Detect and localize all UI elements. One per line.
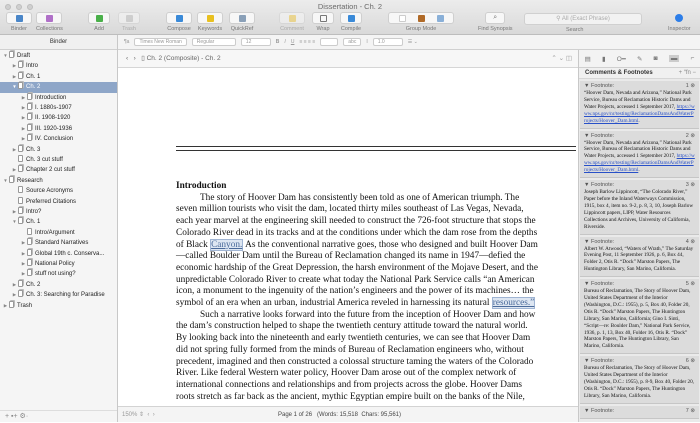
binder-item-label: Ch. 2 (26, 84, 41, 91)
document-icon (18, 280, 23, 287)
binder-icon (6, 12, 32, 24)
quickref-button[interactable]: QuickRef (229, 12, 255, 32)
wrap-icon (312, 12, 334, 24)
binder-item[interactable] (0, 124, 117, 134)
binder-item[interactable] (0, 145, 117, 155)
find-synopsis-button[interactable]: ⌕ Find Synopsis (478, 14, 513, 32)
text-line: international connections and relationships and from projects across the globe. Hoover Dams (176, 379, 522, 390)
forward-icon[interactable]: › (133, 55, 136, 62)
binder-item-label: Source Acronyms (26, 188, 74, 195)
binder-item[interactable] (0, 61, 117, 71)
footnote-number: 1 ⊗ (685, 83, 695, 89)
document-icon (27, 259, 32, 266)
footnote-card[interactable] (580, 406, 699, 419)
footnote-number: 7 ⊗ (685, 407, 695, 414)
list-menu[interactable]: ☰ ⌄ (407, 39, 418, 45)
text-line: Such a narrative looks forward into the future from the inception of Hoover Dam and how (200, 309, 536, 320)
disclosure-triangle-icon[interactable]: ▶ (21, 250, 26, 256)
wrap-button[interactable]: Wrap (312, 12, 334, 32)
underline-button[interactable]: U (290, 39, 295, 45)
binder-item[interactable] (0, 301, 117, 311)
binder-item[interactable] (0, 259, 117, 269)
binder-item-label: Ch. 3: Searching for Paradise (26, 292, 105, 299)
footnote-number: 3 ⊗ (685, 182, 695, 189)
add-icon (88, 12, 110, 24)
line-spacing-icon: I (366, 39, 368, 45)
binder-item-label: Ch. 1 (26, 219, 41, 226)
document-icon (18, 165, 23, 172)
document-icon (27, 103, 32, 110)
disclosure-triangle-icon[interactable]: ▶ (21, 115, 26, 121)
disclosure-triangle-icon[interactable]: ▶ (21, 125, 26, 131)
disclosure-triangle-icon[interactable]: ▶ (21, 105, 26, 110)
page-count: Page 1 of 26 (Words: 15,518 Chars: 95,561) (278, 412, 402, 418)
text-line: the dam’s construction helped to shape the twentieth century attitude toward the natural world. (176, 321, 528, 332)
document-icon (18, 82, 23, 89)
binder-item[interactable] (0, 155, 117, 165)
text-line: The story of Hoover Dam has consistently been told as one of American triumph. The (200, 192, 520, 203)
binder-item-label: Trash (17, 302, 33, 309)
search-input[interactable]: ⚲ All (Exact Phrase) (524, 13, 642, 25)
search-icon: ⚲ (556, 16, 562, 22)
text-line: By looking back into the nineteenth and early twentieth centuries, we can see that Hoover Dam (176, 333, 531, 344)
binder-button[interactable]: Binder (6, 12, 32, 32)
footnote-link[interactable]: https://www.nps.gov/nr/testing/ReclamationDamsAndWaterProjects/Hoover_Dam.html (584, 103, 695, 124)
binder-item-label: Ch. 3 cut stuff (26, 157, 63, 163)
disclosure-triangle-icon[interactable]: ▶ (12, 209, 17, 214)
footnote-text[interactable]: Albert W. Atwood, “Waters of Wrath,” The Saturday Evening Post, 11 September 1926, p. 6, Box 44, Folder 2, Otis R. “Dock” Marston Papers, The Huntington Library, San Marino, California. (584, 245, 694, 273)
document-icon: ▯ (141, 55, 145, 62)
disclosure-triangle-icon[interactable]: ▼ (3, 53, 8, 58)
document-icon (18, 290, 23, 297)
footnote-card[interactable] (580, 81, 699, 129)
binder-item-label: Ch. 1 (26, 73, 41, 80)
binder-item[interactable] (0, 207, 117, 217)
add-button[interactable]: Add (88, 12, 110, 32)
footnote-number: 6 ⊗ (685, 358, 695, 365)
footnote-number: 2 ⊗ (685, 132, 695, 139)
binder-item-label: stuff not using? (35, 271, 76, 278)
binder-item-label: Ch. 3 (26, 146, 41, 153)
text-line: roots stretch as far back as the ancient, mythic Egyptian empire built on the banks of the Nile, (176, 391, 525, 402)
binder-item[interactable] (0, 82, 117, 92)
footnote-label[interactable]: ▼ Footnote: (584, 358, 615, 365)
paragraph-style-menu[interactable]: ¶a (124, 39, 130, 45)
text-line: seven million tourists who visit the dam, located thirty miles southeast of Las Vegas, Nevada, (176, 204, 524, 215)
keywords-icon (197, 12, 223, 24)
disclosure-triangle-icon[interactable]: ▶ (12, 73, 17, 79)
binder-item[interactable] (0, 165, 117, 175)
text-line: —called Boulder Dam until the Bureau of Reclamation changed its name in 1947—defied the (176, 251, 526, 262)
snapshot-icon: ◙ (653, 55, 658, 62)
disclosure-triangle-icon[interactable]: ▶ (21, 240, 26, 246)
remove-icon: ⊗ (690, 407, 695, 414)
remove-icon: ⊗ (690, 358, 695, 365)
lock-icon: ⌐ (690, 55, 695, 62)
document-icon (27, 269, 32, 276)
binder-item[interactable] (0, 103, 117, 113)
remove-icon: ⊗ (690, 132, 695, 139)
binder-item[interactable] (0, 280, 117, 290)
document-icon (27, 249, 32, 256)
footnote-card[interactable] (580, 279, 699, 354)
text-line: Colorado River dead in its tracks and at the conditions under which the dam rose from the depths (176, 227, 538, 238)
footnote-text[interactable]: “Hoover Dam, Nevada and Arizona,” National Park Service, Bureau of Reclamation Historic Dams and Water Projects, accessed 1 September 2017, https://www.nps.gov/nr/testing/ReclamationDamsAndWaterProjects/Hoover_Dam.html. (584, 139, 695, 174)
compile-button[interactable]: Compile (340, 12, 362, 32)
search-label: Search (566, 27, 584, 33)
document-icon (18, 207, 23, 214)
binder-item-label: Global 19th c. Conserva... (35, 250, 105, 257)
binder-item-label: Preferred Citations (26, 198, 77, 205)
text-line: River. Like federal Western water policy, Hoover Dam arose out of the complex network of (176, 368, 517, 379)
document-title: Ch. 2 (Composite) - Ch. 2 (146, 55, 221, 62)
pen-icon: ✎ (636, 55, 643, 63)
disclosure-triangle-icon[interactable]: ▶ (21, 271, 26, 277)
binder-item[interactable] (0, 72, 117, 82)
binder-item-label: Intro/Argument (35, 229, 75, 236)
footnote-label[interactable]: ▼ Footnote: (584, 83, 615, 89)
binder-item[interactable] (0, 186, 117, 196)
binder-item[interactable] (0, 134, 117, 144)
document-icon (9, 301, 14, 308)
text-color-select[interactable] (320, 38, 338, 46)
text-line: each year marvel at the engineering skill needed to construct the 726-foot structure that stops the (176, 216, 536, 227)
binder-item-label: III. 1920-1936 (35, 125, 73, 132)
disclosure-triangle-icon[interactable]: ▼ (12, 84, 17, 90)
zoom-select[interactable]: 150% ⇕ ‹ › (122, 412, 155, 418)
binder-item-label: National Policy (35, 261, 75, 267)
font-family-select[interactable]: Times New Roman (134, 38, 186, 46)
binder-item[interactable] (0, 51, 117, 61)
document-icon (18, 155, 23, 162)
footnote-card[interactable] (580, 237, 699, 278)
trash-icon (118, 12, 140, 24)
binder-item-label: II. 1908-1920 (35, 115, 71, 122)
footnote-list (579, 81, 700, 419)
footnote-label[interactable]: ▼ Footnote: (584, 182, 615, 189)
disclosure-triangle-icon[interactable]: ▶ (21, 94, 26, 100)
trash-button[interactable]: Trash (118, 12, 140, 32)
binder-sidebar (0, 35, 118, 422)
font-size-field[interactable]: 12 (241, 38, 271, 46)
page-rule (176, 150, 576, 151)
group-mode-control[interactable]: Group Mode (388, 12, 454, 32)
document-icon (27, 93, 32, 100)
font-weight-select[interactable]: Regular (192, 38, 236, 46)
collections-button[interactable]: Collections (36, 12, 63, 32)
document-icon (27, 113, 32, 120)
disclosure-triangle-icon[interactable]: ▶ (12, 281, 17, 287)
document-icon (18, 217, 23, 224)
document-icon (18, 61, 23, 68)
page-rule (176, 146, 576, 147)
binder-footer-actions[interactable]: + ▪+ ⚙· (0, 410, 117, 422)
text-line: economic hardship of the Great Depression, the harsh environment of the Mojave Desert, and the (176, 262, 538, 273)
text-line: symbol of an era when an urban, industrial America reveled in harnessing its natural resources.” (176, 298, 535, 309)
binder-header: Binder (0, 35, 117, 50)
document-icon (18, 197, 23, 204)
key-icon: O━ (616, 55, 626, 63)
binder-item-label: Introduction (35, 94, 67, 101)
footnote-card[interactable] (580, 180, 699, 234)
document-icon (27, 134, 32, 141)
disclosure-triangle-icon[interactable]: ▶ (12, 63, 17, 69)
binder-item-label: Standard Narratives (35, 240, 89, 247)
document-icon (18, 186, 23, 193)
footnote-label[interactable]: ▼ Footnote: (584, 281, 615, 288)
disclosure-triangle-icon[interactable]: ▼ (3, 177, 8, 183)
footnote-card[interactable] (580, 356, 699, 404)
disclosure-triangle-icon[interactable]: ▶ (12, 146, 17, 152)
editor-header (118, 50, 578, 68)
italic-button[interactable]: I (284, 39, 286, 45)
section-heading: Introduction (176, 181, 227, 191)
binder-item[interactable] (0, 113, 117, 123)
document-icon (18, 72, 23, 79)
binder-item[interactable] (0, 197, 117, 207)
footnote-label[interactable]: ▼ Footnote: (584, 407, 615, 414)
text-line: of Black Canyon. As the conventional narrative goes, those who designed and built Hoover Dam (176, 239, 538, 250)
line-spacing-field[interactable]: 1.0 (373, 38, 403, 46)
binder-item-label: I. 1880s-1907 (35, 105, 72, 111)
text-line: unpredictable Colorado River to create what today the National Park Service calls “an American (176, 274, 535, 285)
binder-item[interactable] (0, 249, 117, 259)
comment-button[interactable]: Comment (279, 12, 305, 32)
document-icon (27, 228, 32, 235)
compose-icon (166, 12, 192, 24)
footnote-number: 4 ⊗ (685, 238, 695, 245)
footnote-label[interactable]: ▼ Footnote: (584, 132, 615, 139)
remove-icon: ⊗ (690, 281, 695, 288)
disclosure-triangle-icon[interactable]: ▶ (12, 292, 17, 298)
text-line: icon, a monument to the ingenuity of the nation’s engineers and the power of its machines… the (176, 286, 534, 297)
binder-item[interactable] (0, 176, 117, 186)
binder-item[interactable] (0, 238, 117, 248)
comment-icon: ▬ (670, 55, 678, 62)
document-icon (9, 176, 14, 183)
inspector-button[interactable]: Inspector (668, 12, 691, 32)
format-bar (118, 35, 700, 50)
document-icon (27, 124, 32, 131)
remove-icon: ⊗ (690, 238, 695, 245)
disclosure-triangle-icon[interactable]: ▼ (12, 219, 17, 225)
header-nav-icons[interactable]: ⌃ ⌄ ◫ (551, 55, 572, 62)
disclosure-triangle-icon[interactable]: ▶ (3, 302, 8, 308)
document-icon (9, 51, 14, 58)
document-icon (27, 238, 32, 245)
disclosure-triangle-icon[interactable]: ▶ (21, 261, 26, 266)
notes-icon: ▤ (584, 55, 591, 63)
footnote-marker[interactable]: resources.” (492, 298, 535, 309)
binder-item-label: Research (17, 177, 43, 184)
document-icon (18, 145, 23, 152)
footnote-label[interactable]: ▼ Footnote: (584, 238, 615, 245)
disclosure-triangle-icon[interactable]: ▶ (12, 167, 17, 173)
comment-icon (279, 12, 305, 24)
footnote-text[interactable]: “Hoover Dam, Nevada and Arizona,” National Park Service, Bureau of Reclamation Historic Dams and Water Projects, accessed 1 September 2017, https://www.nps.gov/nr/testing/ReclamationDamsAndWaterProjects/Hoover_Dam.html. (584, 90, 695, 124)
back-icon[interactable]: ‹ (126, 55, 129, 62)
binder-item[interactable] (0, 228, 117, 238)
quickref-icon (229, 12, 255, 24)
binder-item-label: Chapter 2 cut stuff (26, 167, 75, 174)
info-icon (668, 12, 690, 24)
footnote-actions[interactable]: + “fn − (678, 70, 696, 76)
collections-icon (36, 12, 62, 24)
binder-item-label: Intro? (26, 209, 42, 215)
group-mode-icons (388, 12, 454, 24)
remove-icon: ⊗ (690, 83, 695, 89)
editor-footer (118, 406, 578, 422)
editor (118, 50, 578, 422)
comments-footnotes-header: Comments & Footnotes + “fn − (579, 68, 700, 79)
binder-item[interactable] (0, 217, 117, 227)
inspector (578, 50, 700, 422)
toolbar (0, 0, 700, 35)
binder-item-label: Ch. 2 (26, 281, 41, 288)
bold-button[interactable]: B (275, 39, 280, 45)
binder-item[interactable] (0, 93, 117, 103)
footnote-text[interactable]: Bureau of Reclamation, The Story of Hoover Dam, United States Department of the Interior (Washington, D.C.: 1955), p. 5, Box 40, Folder 20, Otis R. “Dock” Marston Papers, The Huntington Library, San Marino, California; Gino I. Sinti, “Script—re: Boulder Dam,” National Park Service, 1936, p. 1, 13, Box 40, Folder 16, Otis R. “Dock” Marston Papers, The Huntington Library, San Marino, California. (584, 288, 691, 350)
footnote-text[interactable]: Joseph Barlow Lippincott, “The Colorado River,” Paper before the Inland Waterways Commission, 1915, box 4, item no. 9-2, p. 8, 3, 10, Joseph Barlow Lippincott papers, LIPP, Water Resources Collections and Archives, University of California, Riverside. (584, 189, 694, 230)
keywords-button[interactable]: Keywords (197, 12, 223, 32)
align-buttons[interactable]: ≡ ≡ ≡ ≡ (299, 39, 316, 45)
text-line: did not spring fully formed from the minds of Bureau of Reclamation engineers who, without (176, 344, 524, 355)
remove-icon: ⊗ (690, 182, 695, 189)
compose-button[interactable]: Compose (166, 12, 192, 32)
binder-item-label: Intro (26, 63, 39, 70)
footnote-marker[interactable]: Canyon. (211, 239, 243, 250)
highlight-select[interactable]: abc (343, 38, 361, 46)
text-line: precedent, imagined and then constructed a colossal structure taming the waters of the Colorado (176, 356, 534, 367)
footnote-card[interactable] (580, 131, 699, 179)
disclosure-triangle-icon[interactable]: ▶ (21, 136, 26, 142)
document-text[interactable] (176, 181, 576, 403)
footnote-number: 5 ⊗ (685, 281, 695, 288)
inspector-tabs[interactable] (579, 50, 700, 68)
footnote-text[interactable]: Bureau of Reclamation, The Story of Hoover Dam, United States Department of the Interior (Washington, D.C.: 1955), p. 8-9, Box 40, Folder 20, Otis R. “Dock” Marston Papers, The Huntington Library, San Marino, California. (584, 365, 694, 399)
compile-icon (340, 12, 362, 24)
binder-item[interactable] (0, 290, 117, 300)
bookmark-icon: ▮ (601, 55, 606, 63)
binder-item[interactable] (0, 269, 117, 279)
binder-item-label: IV. Conclusion (35, 136, 74, 143)
window-title: Dissertation - Ch. 2 (317, 2, 383, 11)
binder-item-label: Draft (17, 53, 31, 59)
find-synopsis-icon: ⌕ (485, 12, 505, 24)
footnote-link[interactable]: https://www.nps.gov/nr/testing/ReclamationDamsAndWaterProjects/Hoover_Dam.html (584, 153, 695, 174)
